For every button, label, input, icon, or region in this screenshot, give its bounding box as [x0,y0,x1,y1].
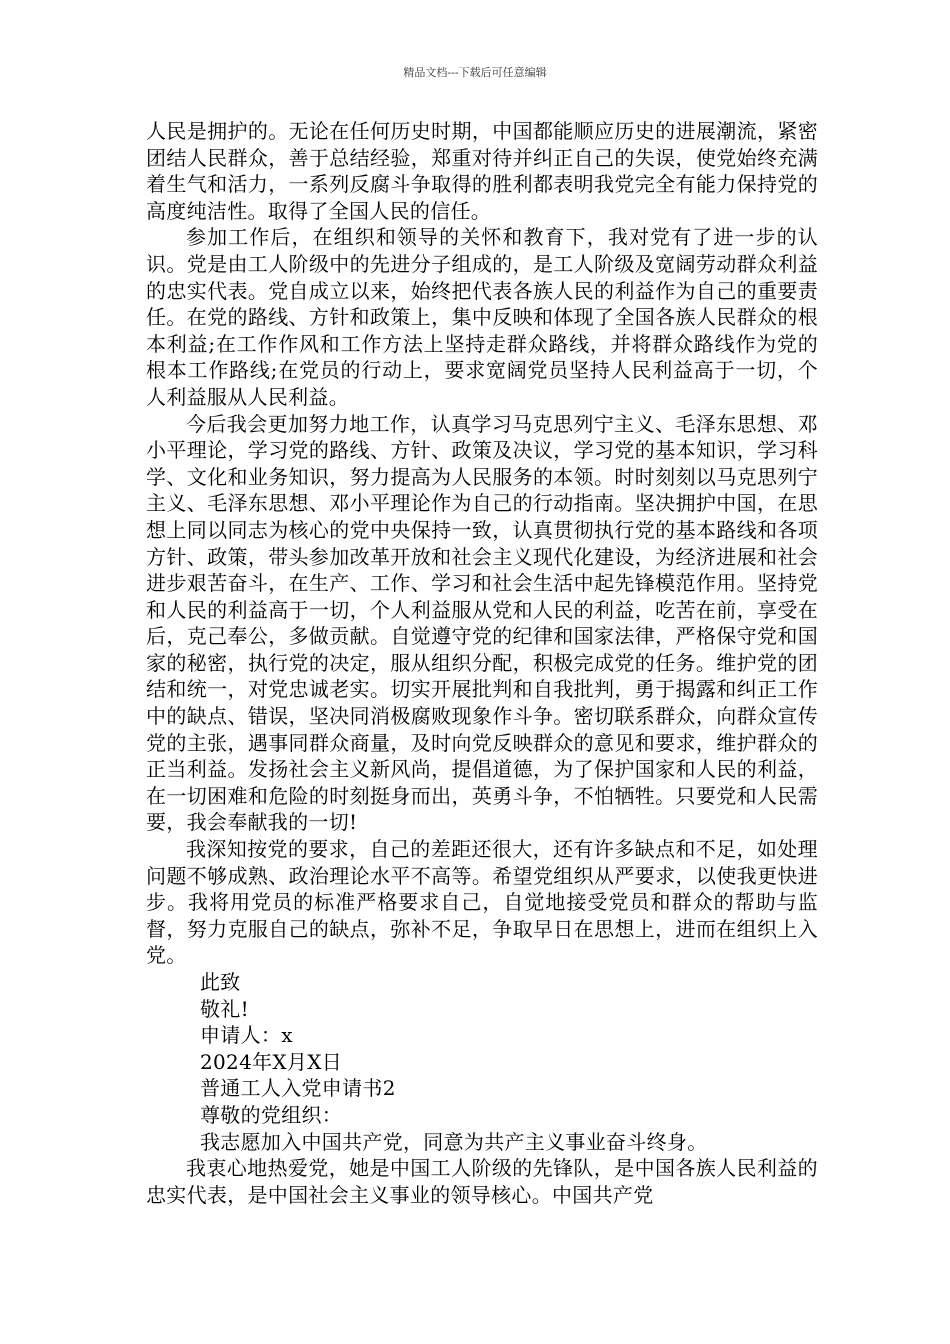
page-header: 精品文档---下载后可任意编辑 [403,66,547,79]
paragraph-2: 参加工作后，在组织和领导的关怀和教育下，我对党有了进一步的认识。党是由工人阶级中的先进分子组成的，是工人阶级及宽阔劳动群众利益的忠实代表。党自成立以来，始终把代表各族人民的利益作为自己的重要责任。在党的路线、方针和政策上，集中反映和体现了全国各族人民群众的根本利益;在工作作风和工作方法上坚持走群众路线，并将群众路线作为党的根本工作路线;在党员的行动上，要求宽阔党员坚持人民利益高于一切，个人利益服从人民利益。 [146,225,818,409]
letter-greeting: 尊敬的党组织： [200,1102,343,1127]
paragraph-1: 人民是拥护的。无论在任何历史时期，中国都能顺应历史的进展潮流，紧密团结人民群众，善于总结经验，郑重对待并纠正自己的失误，使党始终充满着生气和活力，一系列反腐斗争取得的胜利都表明我党完全有能力保持党的高度纯洁性。取得了全国人民的信任。 [146,119,818,223]
letter-title: 普通工人入党申请书2 [200,1076,396,1101]
document-body [146,118,818,1208]
letter-paragraph-2: 我衷心地热爱党，她是中国工人阶级的先锋队，是中国各族人民利益的忠实代表，是中国社会主义事业的领导核心。中国共产党 [146,1156,818,1207]
date-line: 2024年X月X日 [200,1049,343,1074]
paragraph-3: 今后我会更加努力地工作，认真学习马克思列宁主义、毛泽东思想、邓小平理论，学习党的路线、方针、政策及决议，学习党的基本知识，学习科学、文化和业务知识，努力提高为人民服务的本领。时时刻刻以马克思列宁主义、毛泽东思想、邓小平理论作为自己的行动指南。坚决拥护中国，在思想上同以同志为核心的党中央保持一致，认真贯彻执行党的基本路线和各项方针、政策，带头参加改革开放和社会主义现代化建设，为经济进展和社会进步艰苦奋斗，在生产、工作、学习和社会生活中起先锋模范作用。坚持党和人民的利益高于一切，个人利益服从党和人民的利益，吃苦在前，享受在后，克己奉公，多做贡献。自觉遵守党的纪律和国家法律，严格保守党和国家的秘密，执行党的决定，服从组织分配，积极完成党的任务。维护党的团结和统一，对党忠诚老实。切实开展批判和自我批判，勇于揭露和纠正工作中的缺点、错误，坚决同消极腐败现象作斗争。密切联系群众，向群众宣传党的主张，遇事同群众商量，及时向党反映群众的意见和要求，维护群众的正当利益。发扬社会主义新风尚，提倡道德，为了保护国家和人民的利益，在一切困难和危险的时刻挺身而出，英勇斗争，不怕牺牲。只要党和人民需要，我会奉献我的一切! [146,411,818,835]
letter-paragraph-1: 我志愿加入中国共产党，同意为共产主义事业奋斗终身。 [200,1129,708,1154]
paragraph-4: 我深知按党的要求，自己的差距还很大，还有许多缺点和不足，如处理问题不够成熟、政治理论水平不高等。希望党组织从严要求，以使我更快进步。我将用党员的标准严格要求自己，自觉地接受党员和群众的帮助与监督，努力克服自己的缺点，弥补不足，争取早日在思想上，进而在组织上入党。 [146,837,818,968]
applicant-line: 申请人：x [200,1023,293,1048]
closing-regards: 敬礼! [200,996,249,1021]
closing-salutation: 此致 [200,970,241,994]
